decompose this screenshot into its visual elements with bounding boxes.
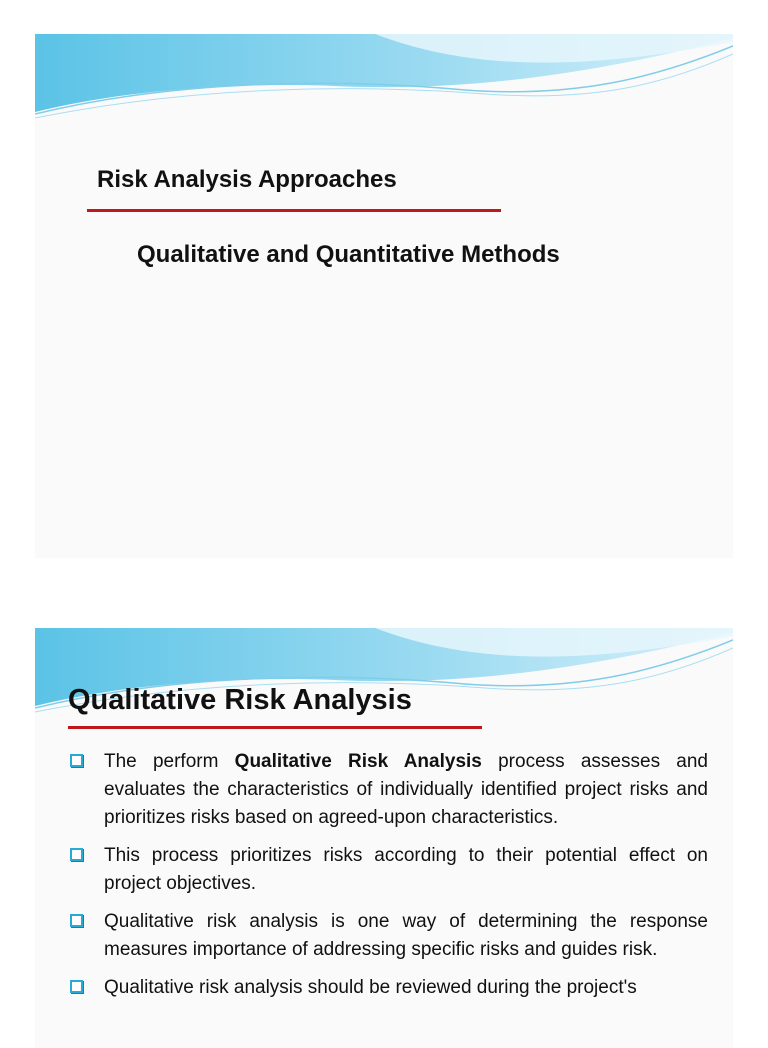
square-bullet-icon bbox=[70, 980, 83, 993]
slide-2 bbox=[35, 628, 733, 1048]
title-underline bbox=[87, 209, 501, 212]
square-bullet-icon bbox=[70, 848, 83, 861]
bullet-text: Qualitative risk analysis is one way of determining the response measures importance of addressing specific risks and guides risk. bbox=[104, 911, 708, 960]
slide-1 bbox=[35, 34, 733, 558]
list-item bbox=[68, 974, 708, 1002]
list-item bbox=[68, 908, 708, 964]
bullet-text: Qualitative risk analysis should be reviewed during the project's bbox=[104, 977, 637, 998]
slide-title: Risk Analysis Approaches bbox=[97, 166, 397, 193]
square-bullet-icon bbox=[70, 754, 83, 767]
bullet-text: The perform Qualitative Risk Analysis process assesses and evaluates the characteristics of individually identified project risks and prioritizes risks based on agreed-upon characteristics. bbox=[104, 751, 708, 828]
bullet-text: This process prioritizes risks according to their potential effect on project objectives. bbox=[104, 845, 708, 894]
bullet-list bbox=[68, 748, 708, 1012]
list-item bbox=[68, 748, 708, 832]
square-bullet-icon bbox=[70, 914, 83, 927]
list-item bbox=[68, 842, 708, 898]
slide-title: Qualitative Risk Analysis bbox=[68, 684, 412, 716]
slide-subtitle: Qualitative and Quantitative Methods bbox=[137, 241, 560, 268]
title-underline bbox=[68, 726, 482, 729]
wave-banner-decoration bbox=[35, 34, 733, 124]
